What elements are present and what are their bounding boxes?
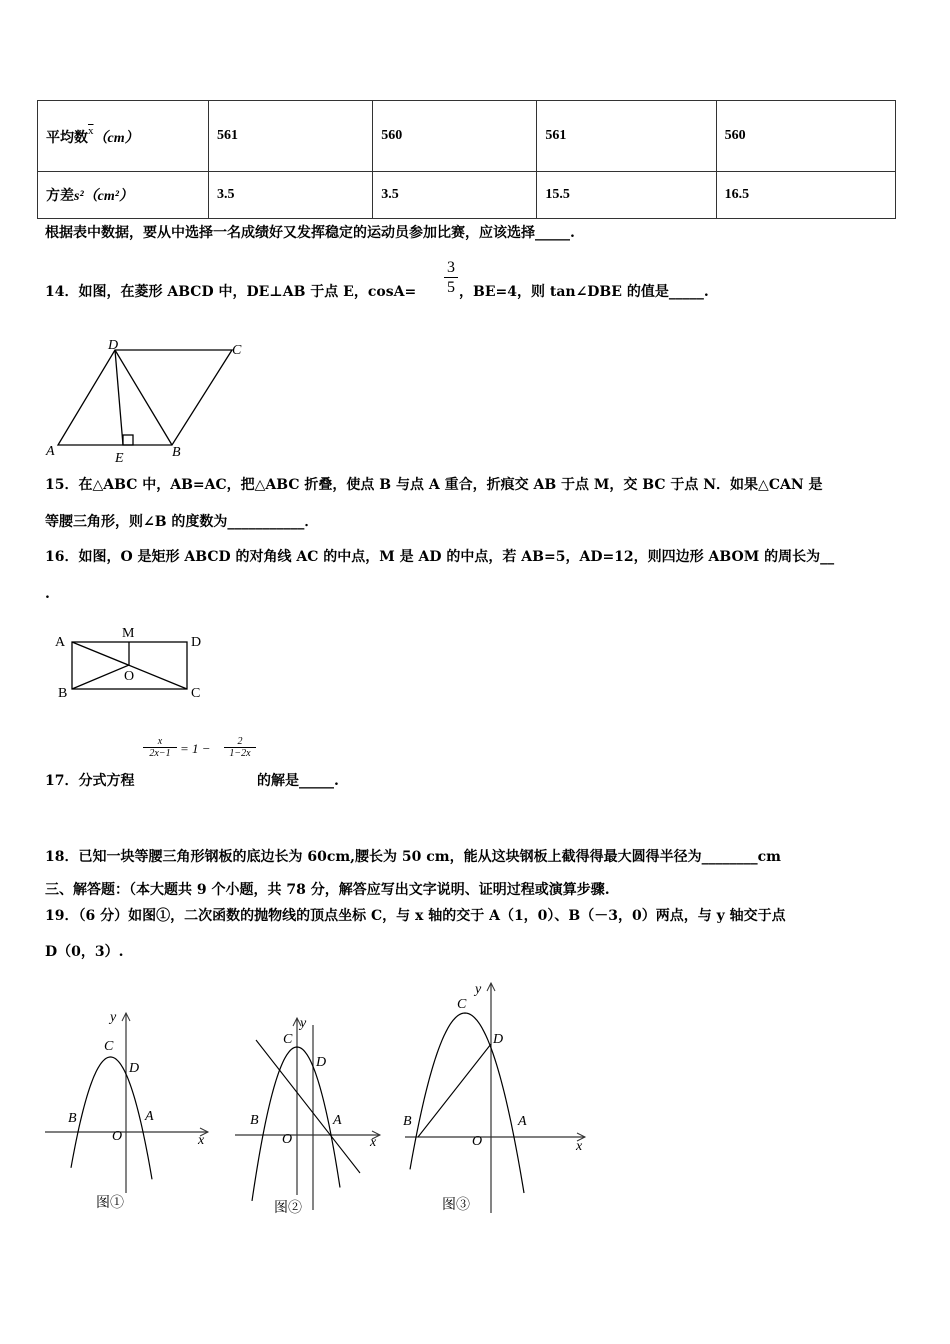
label-d: D bbox=[493, 1032, 504, 1047]
label-b: B bbox=[172, 445, 181, 460]
row-label: 平均数$^{\overline{x}}$（cm） bbox=[38, 101, 209, 172]
label-c: C bbox=[457, 997, 467, 1012]
table-cell: 3.5 bbox=[373, 172, 537, 219]
table-cell: 560 bbox=[716, 101, 895, 172]
segment-db bbox=[115, 350, 172, 445]
label-c: C bbox=[232, 343, 242, 358]
table-cell: 3.5 bbox=[209, 172, 373, 219]
label-a: A bbox=[145, 1109, 154, 1124]
segment-bo bbox=[72, 665, 129, 689]
q19-line2: D（0，3）. bbox=[45, 944, 124, 960]
q15-line2: 等腰三角形，则∠B 的度数为___________． bbox=[45, 514, 319, 530]
q17-eq-mid: = 1 − bbox=[180, 741, 211, 756]
table-cell: 16.5 bbox=[716, 172, 895, 219]
q14-text-a: 14．如图，在菱形 ABCD 中，DE⊥AB 于点 E，cosA= bbox=[45, 284, 417, 300]
label-d: D bbox=[316, 1055, 327, 1070]
q13-note: 根据表中数据，要从中选择一名成绩好又发挥稳定的运动员参加比赛，应该选择_____. bbox=[45, 225, 575, 241]
label-o: O bbox=[472, 1134, 483, 1149]
table-cell: 561 bbox=[537, 101, 716, 172]
label-e: E bbox=[115, 451, 124, 466]
straight-line bbox=[256, 1040, 360, 1173]
q17-text-a: 17．分式方程 bbox=[45, 773, 135, 789]
label-b: B bbox=[58, 686, 68, 701]
label-o: O bbox=[124, 669, 135, 684]
label-c: C bbox=[283, 1032, 293, 1047]
frac-num: x bbox=[143, 736, 177, 748]
label-m: M bbox=[122, 626, 135, 641]
frac-den: 2x−1 bbox=[149, 748, 171, 759]
label-x: x bbox=[198, 1133, 205, 1148]
figure-3-caption: 图③ bbox=[442, 1197, 470, 1213]
table-cell: 560 bbox=[373, 101, 537, 172]
label-y: y bbox=[475, 982, 482, 997]
rhombus-outline bbox=[58, 350, 232, 445]
label-c: C bbox=[104, 1039, 114, 1054]
q16-line1: 16．如图，O 是矩形 ABCD 的对角线 AC 的中点，M 是 AD 的中点，若 AB=5，AD=12，则四边形 ABOM 的周长为__ bbox=[45, 549, 835, 565]
label-x: x bbox=[370, 1135, 377, 1150]
frac-num: 3 bbox=[444, 258, 458, 278]
label-d: D bbox=[191, 635, 202, 650]
q19-line1: 19．（6 分）如图①，二次函数的抛物线的顶点坐标 C，与 x 轴的交于 A（1，0）、B（－3，0）两点，与 y 轴交于点 bbox=[45, 908, 786, 924]
parabola-curve bbox=[71, 1057, 152, 1179]
row-label: 方差s²（cm²） bbox=[38, 172, 209, 219]
right-angle-mark bbox=[123, 435, 133, 445]
q17-text-b: 的解是_____. bbox=[257, 773, 339, 789]
parabola-curve bbox=[410, 1013, 524, 1193]
table-cell: 15.5 bbox=[537, 172, 716, 219]
segment-de bbox=[115, 350, 123, 445]
frac-num: 2 bbox=[224, 736, 256, 748]
rhombus-labels bbox=[45, 338, 242, 466]
label-a: A bbox=[55, 635, 66, 650]
q18-text: 18．已知一块等腰三角形钢板的底边长为 60cm,腰长为 50 cm，能从这块钢板上截得得最大圆得半径为________cm bbox=[45, 849, 781, 865]
label-b: B bbox=[403, 1114, 412, 1129]
label-d: D bbox=[129, 1061, 140, 1076]
label-c: C bbox=[191, 686, 201, 701]
section-3-heading: 三、解答题：（本大题共 9 个小题，共 78 分，解答应写出文字说明、证明过程或演算步骤. bbox=[45, 882, 610, 898]
parabola-curve bbox=[252, 1047, 340, 1201]
label-o: O bbox=[112, 1129, 123, 1144]
q15-line1: 15．在△ABC 中，AB=AC，把△ABC 折叠，使点 B 与点 A 重合，折痕交 AB 于点 M，交 BC 于点 N．如果△CAN 是 bbox=[45, 477, 823, 493]
q16-line2: . bbox=[45, 586, 50, 602]
label-b: B bbox=[68, 1111, 77, 1126]
frac-den: 5 bbox=[447, 279, 455, 296]
label-y: y bbox=[110, 1010, 117, 1025]
label-a: A bbox=[46, 444, 55, 459]
label-d: D bbox=[108, 338, 119, 353]
q17-lhs-fraction bbox=[143, 736, 177, 759]
rectangle-labels bbox=[55, 626, 201, 701]
figure-1-caption: 图① bbox=[96, 1195, 124, 1211]
q17-rhs-fraction bbox=[224, 736, 256, 759]
parabola-figures bbox=[45, 982, 585, 1213]
label-a: A bbox=[333, 1113, 342, 1128]
label-a: A bbox=[518, 1114, 527, 1129]
figure-2-caption: 图② bbox=[274, 1200, 302, 1216]
table-cell: 561 bbox=[209, 101, 373, 172]
label-b: B bbox=[250, 1113, 259, 1128]
rhombus-figure bbox=[58, 350, 232, 445]
label-o: O bbox=[282, 1132, 293, 1147]
frac-den: 1−2x bbox=[229, 748, 251, 759]
q14-text-b: ，BE=4，则 tan∠DBE 的值是_____. bbox=[459, 284, 709, 300]
label-y: y bbox=[300, 1016, 307, 1031]
segment-bd bbox=[418, 1044, 491, 1137]
label-x: x bbox=[576, 1139, 583, 1154]
